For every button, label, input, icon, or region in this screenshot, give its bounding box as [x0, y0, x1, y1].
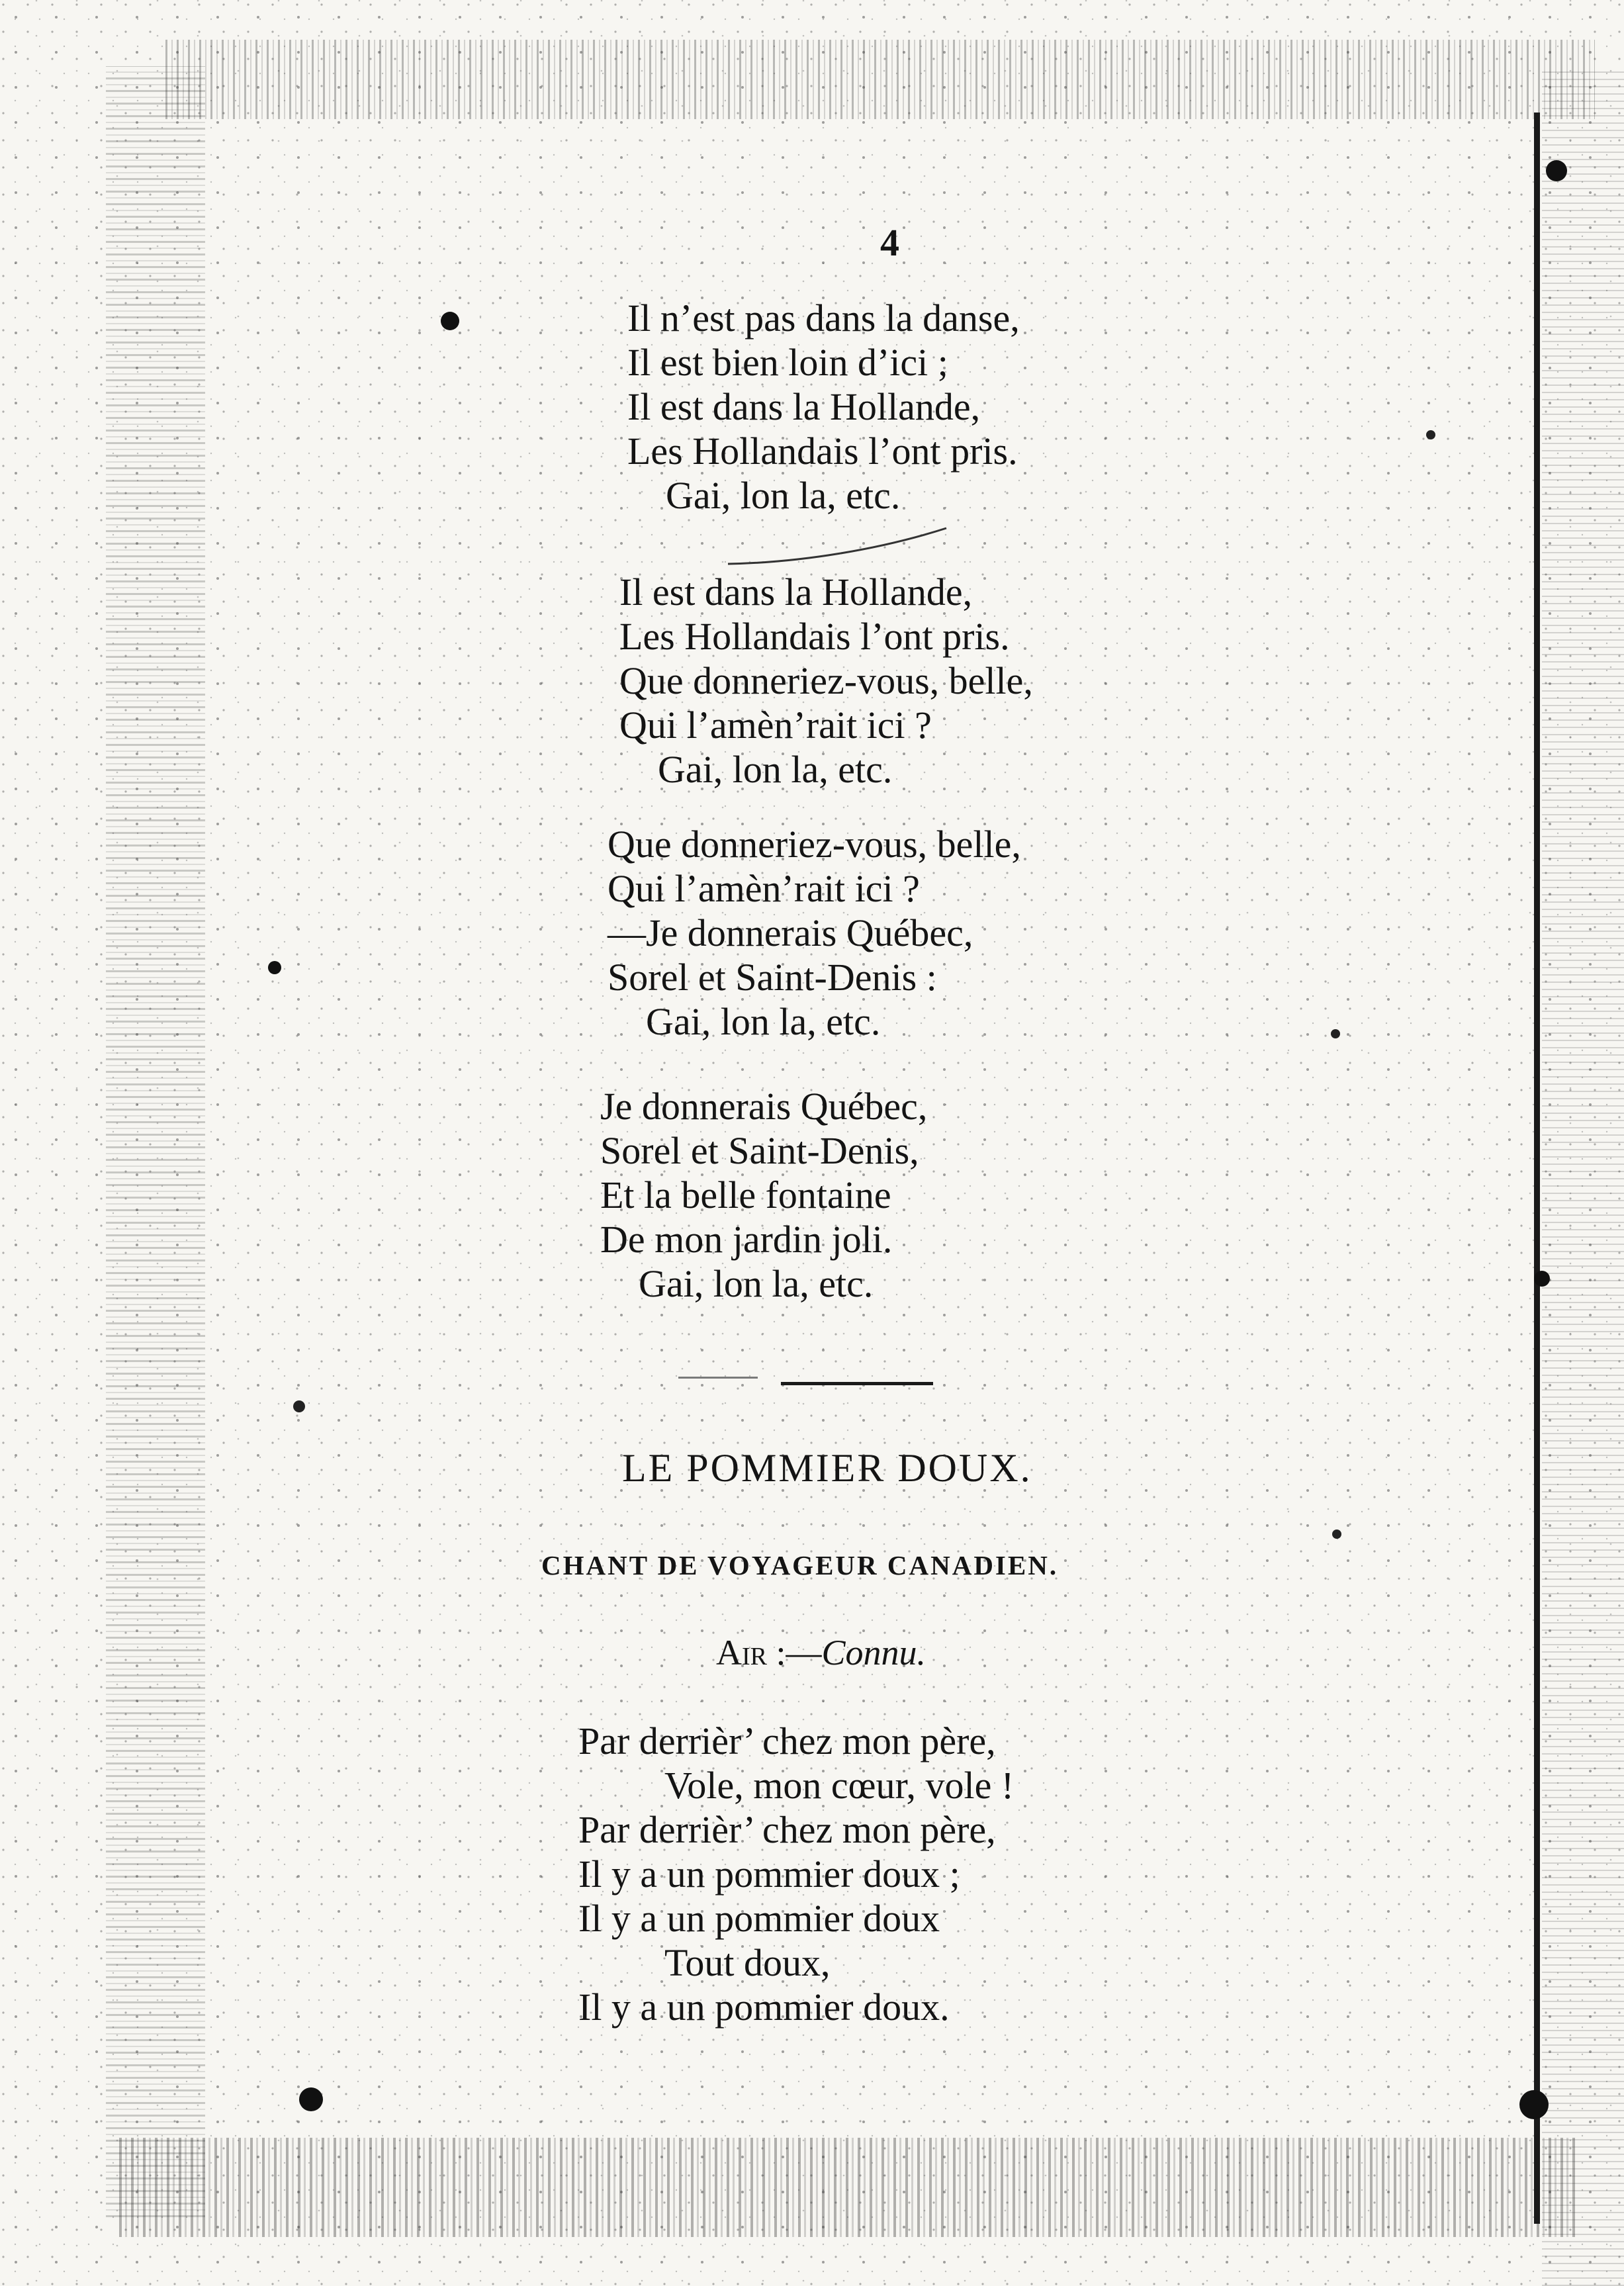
stanza-line: Les Hollandais l’ont pris. [627, 430, 1018, 473]
song1-stanza-1 [627, 296, 1020, 518]
stanza-line: Que donneriez-vous, belle, [608, 823, 1021, 866]
section-divider-faint [678, 1377, 758, 1379]
stanza-line: Il est bien loin d’ici ; [627, 341, 948, 384]
song1-stanza-4 [600, 1084, 927, 1306]
stanza-line: Il est dans la Hollande, [619, 571, 973, 614]
verse-line: Tout doux, [664, 1941, 831, 1984]
stanza-line: Il n’est pas dans la danse, [627, 297, 1020, 340]
pencil-curve-mark [721, 523, 960, 576]
stanza-line: Qui l’amèn’rait ici ? [608, 867, 920, 910]
stanza-line: Je donnerais Québec, [600, 1085, 928, 1128]
stanza-line: Les Hollandais l’ont pris. [619, 615, 1010, 658]
verse-line: Par derrièr’ chez mon père, [578, 1808, 996, 1851]
stanza-line: Sorel et Saint-Denis, [600, 1129, 919, 1172]
song-subtitle: CHANT DE VOYAGEUR CANADIEN. [541, 1550, 1059, 1580]
stanza-line: Que donneriez-vous, belle, [619, 659, 1033, 702]
page-number: 4 [880, 221, 899, 264]
air-value: Connu. [821, 1633, 926, 1672]
song1-stanza-3 [608, 822, 1021, 1044]
stanza-refrain: Gai, lon la, etc. [639, 1262, 874, 1305]
stanza-line: Et la belle fontaine [600, 1173, 891, 1216]
section-divider [781, 1382, 933, 1385]
stanza-line: Qui l’amèn’rait ici ? [619, 704, 932, 747]
stanza-line: Sorel et Saint-Denis : [608, 956, 937, 999]
stanza-line: Il est dans la Hollande, [627, 385, 981, 428]
air-prefix: Air [716, 1633, 767, 1672]
verse-line: Vole, mon cœur, vole ! [664, 1764, 1015, 1807]
verse-line: Il y a un pommier doux. [578, 1986, 950, 2029]
song1-stanza-2 [619, 570, 1033, 792]
stanza-line: —Je donnerais Québec, [608, 911, 973, 954]
stanza-refrain: Gai, lon la, etc. [666, 474, 901, 517]
stanza-refrain: Gai, lon la, etc. [646, 1000, 881, 1043]
air-separator: :— [767, 1633, 822, 1672]
song-air [716, 1635, 926, 1670]
song-title: LE POMMIER DOUX. [622, 1446, 1032, 1490]
song2-verse [578, 1719, 1014, 2029]
stanza-line: De mon jardin joli. [600, 1218, 893, 1261]
stanza-refrain: Gai, lon la, etc. [658, 748, 893, 791]
verse-line: Il y a un pommier doux [578, 1897, 940, 1940]
verse-line: Par derrièr’ chez mon père, [578, 1719, 996, 1762]
verse-line: Il y a un pommier doux ; [578, 1852, 960, 1896]
